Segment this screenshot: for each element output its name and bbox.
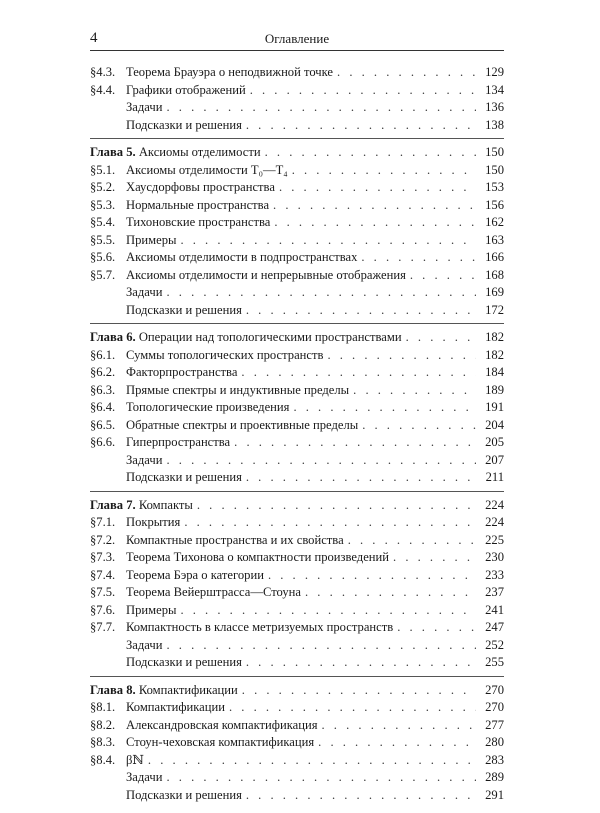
- chapter-label: Глава 8.: [90, 682, 136, 697]
- leader-dots: [148, 752, 476, 770]
- toc-entry[interactable]: [90, 602, 504, 620]
- entry-number: §7.2.: [90, 532, 116, 547]
- entry-page: 252: [485, 637, 504, 652]
- entry-page: 280: [485, 735, 504, 749]
- leader-dots: [166, 637, 476, 655]
- entry-page: 153: [485, 180, 504, 194]
- toc-section-chapter-4-tail: [90, 64, 504, 139]
- leader-dots: [337, 64, 476, 82]
- entry-title: Подсказки и решения: [126, 787, 242, 802]
- entry-title: Аксиомы отделимости и непрерывные отображения: [126, 267, 406, 282]
- entry-page: 169: [485, 285, 504, 299]
- toc-section-chapter-7: [90, 497, 504, 677]
- entry-number: §7.3.: [90, 550, 116, 564]
- leader-dots: [242, 682, 476, 700]
- entry-number: §5.7.: [90, 267, 116, 282]
- leader-dots: [265, 144, 476, 162]
- entry-page: 237: [485, 585, 504, 599]
- entry-title: Обратные спектры и проективные пределы: [126, 417, 359, 432]
- toc-entry[interactable]: [90, 469, 504, 487]
- toc-entry[interactable]: [90, 399, 504, 417]
- entry-number: §6.5.: [90, 417, 116, 432]
- leader-dots: [322, 717, 477, 735]
- toc-entry[interactable]: [90, 567, 504, 585]
- entry-number: §5.6.: [90, 250, 116, 264]
- leader-dots: [250, 82, 476, 100]
- entry-title: Теорема Тихонова о компактности произведений: [126, 550, 390, 564]
- entry-page: 255: [485, 655, 504, 669]
- page-number: 4: [90, 30, 98, 46]
- leader-dots: [362, 417, 476, 435]
- toc-entry[interactable]: [90, 619, 504, 637]
- toc-entry[interactable]: [90, 637, 504, 655]
- chapter-title: Компактификации: [138, 682, 238, 697]
- toc-entry[interactable]: [90, 532, 504, 550]
- entry-page: 182: [485, 347, 504, 362]
- entry-page: 283: [485, 752, 504, 767]
- entry-title: Теорема Бэра о категории: [126, 567, 264, 582]
- entry-number: §7.7.: [90, 620, 116, 634]
- entry-page: 156: [485, 197, 504, 212]
- entry-title: Теорема Брауэра о неподвижной точке: [126, 65, 334, 79]
- toc-entry[interactable]: [90, 284, 504, 302]
- entry-title: βℕ: [126, 752, 144, 767]
- toc-entry[interactable]: [90, 699, 504, 717]
- entry-page: 224: [485, 515, 504, 529]
- chapter-title: Операции над топологическими пространствами: [138, 330, 402, 344]
- leader-dots: [353, 382, 476, 400]
- toc-section-chapter-8: [90, 682, 504, 809]
- leader-dots: [246, 117, 476, 135]
- leader-dots: [318, 734, 476, 752]
- running-title: Оглавление: [264, 31, 330, 46]
- entry-number: §6.4.: [90, 400, 116, 414]
- toc-entry[interactable]: [90, 64, 504, 82]
- chapter-label: Глава 7.: [90, 497, 136, 512]
- toc-entry[interactable]: [90, 82, 504, 100]
- entry-page: 207: [485, 452, 504, 467]
- entry-title: Задачи: [126, 770, 163, 784]
- entry-title: Прямые спектры и индуктивные пределы: [126, 382, 350, 397]
- entry-number: §6.6.: [90, 435, 116, 449]
- toc-entry[interactable]: [90, 584, 504, 602]
- leader-dots: [184, 514, 476, 532]
- entry-title: Александровская компактификация: [126, 717, 318, 732]
- entry-page: 211: [485, 470, 504, 484]
- toc-entry[interactable]: [90, 717, 504, 735]
- chapter-label: Глава 5.: [90, 145, 136, 159]
- chapter-heading[interactable]: [90, 329, 504, 347]
- entry-number: §7.4.: [90, 567, 116, 582]
- entry-page: 168: [485, 267, 504, 282]
- leader-dots: [197, 497, 476, 515]
- leader-dots: [406, 329, 476, 347]
- entry-page: 136: [485, 100, 504, 114]
- chapter-page: 270: [485, 682, 504, 697]
- entry-title: Тихоновские пространства: [126, 215, 271, 229]
- entry-number: §6.2.: [90, 365, 116, 379]
- entry-title: Графики отображений: [126, 82, 246, 97]
- table-of-contents: [90, 64, 504, 813]
- entry-number: §5.4.: [90, 215, 116, 229]
- chapter-heading[interactable]: [90, 144, 504, 162]
- entry-number: §7.1.: [90, 515, 116, 529]
- entry-title: Задачи: [126, 637, 163, 652]
- chapter-title: Компакты: [138, 497, 193, 512]
- toc-entry[interactable]: [90, 734, 504, 752]
- entry-page: 277: [485, 717, 504, 732]
- toc-section-chapter-5: [90, 144, 504, 324]
- entry-title: Топологические произведения: [126, 400, 290, 414]
- entry-number: §4.3.: [90, 65, 116, 79]
- leader-dots: [180, 232, 476, 250]
- entry-number: §8.4.: [90, 752, 116, 767]
- entry-title: Примеры: [126, 232, 177, 247]
- entry-title: Компактность в классе метризуемых пространств: [126, 620, 394, 634]
- entry-title: Хаусдорфовы пространства: [126, 180, 275, 194]
- toc-entry[interactable]: [90, 302, 504, 320]
- toc-section-chapter-6: [90, 329, 504, 492]
- entry-page: 247: [485, 620, 504, 634]
- chapter-page: 150: [485, 145, 504, 159]
- entry-page: 166: [485, 250, 504, 264]
- entry-number: §8.2.: [90, 717, 116, 732]
- toc-entry[interactable]: [90, 434, 504, 452]
- entry-page: 241: [485, 602, 504, 617]
- entry-title: Факторпространства: [126, 365, 238, 379]
- toc-entry[interactable]: [90, 197, 504, 215]
- leader-dots: [327, 347, 476, 365]
- chapter-heading[interactable]: [90, 682, 504, 700]
- leader-dots: [393, 549, 476, 567]
- toc-entry[interactable]: [90, 347, 504, 365]
- entry-number: §8.1.: [90, 700, 116, 714]
- entry-number: §4.4.: [90, 82, 116, 97]
- entry-number: §5.2.: [90, 180, 116, 194]
- leader-dots: [293, 399, 476, 417]
- entry-title: Компактификации: [126, 700, 225, 714]
- entry-page: 225: [485, 532, 504, 547]
- entry-title: Суммы топологических пространств: [126, 347, 324, 362]
- toc-entry[interactable]: [90, 117, 504, 135]
- chapter-label: Глава 6.: [90, 330, 136, 344]
- leader-dots: [229, 699, 476, 717]
- entry-page: 204: [485, 417, 504, 432]
- entry-title: Примеры: [126, 602, 177, 617]
- entry-number: §5.5.: [90, 232, 116, 247]
- entry-title: Теорема Вейерштрасса—Стоуна: [126, 585, 301, 599]
- entry-page: 163: [485, 232, 504, 247]
- leader-dots: [234, 434, 476, 452]
- entry-page: 184: [485, 365, 504, 379]
- toc-entry[interactable]: [90, 549, 504, 567]
- entry-page: 230: [485, 550, 504, 564]
- entry-number: §6.1.: [90, 347, 116, 362]
- page-header: [90, 30, 504, 51]
- entry-title: Подсказки и решения: [126, 302, 242, 317]
- toc-entry[interactable]: [90, 179, 504, 197]
- entry-number: §7.5.: [90, 585, 116, 599]
- entry-page: 289: [485, 770, 504, 784]
- chapter-page: 224: [485, 497, 504, 512]
- toc-entry[interactable]: [90, 417, 504, 435]
- toc-entry[interactable]: [90, 514, 504, 532]
- entry-title: Подсказки и решения: [126, 655, 242, 669]
- entry-page: 129: [485, 65, 504, 79]
- leader-dots: [361, 249, 476, 267]
- leader-dots: [246, 302, 476, 320]
- leader-dots: [246, 469, 476, 487]
- entry-page: 138: [485, 117, 504, 132]
- toc-entry[interactable]: [90, 249, 504, 267]
- chapter-title: Аксиомы отделимости: [138, 145, 261, 159]
- entry-title: Аксиомы отделимости в подпространствах: [126, 250, 358, 264]
- entry-title: Гиперпространства: [126, 435, 231, 449]
- toc-entry[interactable]: [90, 364, 504, 382]
- entry-title: Задачи: [126, 452, 163, 467]
- leader-dots: [305, 584, 476, 602]
- toc-entry[interactable]: [90, 267, 504, 285]
- entry-title: Аксиомы отделимости T₀—T₄: [126, 162, 288, 177]
- entry-page: 134: [485, 82, 504, 97]
- toc-entry[interactable]: [90, 769, 504, 787]
- toc-entry[interactable]: [90, 452, 504, 470]
- leader-dots: [348, 532, 476, 550]
- entry-title: Компактные пространства и их свойства: [126, 532, 344, 547]
- leader-dots: [166, 452, 476, 470]
- leader-dots: [180, 602, 476, 620]
- leader-dots: [268, 567, 476, 585]
- entry-page: 162: [485, 215, 504, 229]
- entry-number: §8.3.: [90, 735, 116, 749]
- entry-number: §6.3.: [90, 382, 116, 397]
- entry-page: 191: [485, 400, 504, 414]
- leader-dots: [292, 162, 476, 180]
- toc-entry[interactable]: [90, 162, 504, 180]
- leader-dots: [241, 364, 476, 382]
- chapter-heading[interactable]: [90, 497, 504, 515]
- entry-title: Подсказки и решения: [126, 470, 242, 484]
- entry-page: 172: [485, 302, 504, 317]
- entry-title: Задачи: [126, 285, 163, 299]
- leader-dots: [279, 179, 476, 197]
- entry-number: §5.1.: [90, 162, 116, 177]
- toc-entry[interactable]: [90, 787, 504, 805]
- entry-title: Стоун-чеховская компактификация: [126, 735, 315, 749]
- leader-dots: [246, 787, 476, 805]
- entry-page: 270: [485, 700, 504, 714]
- toc-entry[interactable]: [90, 382, 504, 400]
- entry-page: 233: [485, 567, 504, 582]
- entry-title: Нормальные пространства: [126, 197, 270, 212]
- toc-entry[interactable]: [90, 752, 504, 770]
- entry-number: §7.6.: [90, 602, 116, 617]
- entry-title: Подсказки и решения: [126, 117, 242, 132]
- leader-dots: [273, 197, 476, 215]
- toc-entry[interactable]: [90, 232, 504, 250]
- entry-page: 291: [485, 787, 504, 802]
- entry-title: Задачи: [126, 100, 163, 114]
- entry-page: 189: [485, 382, 504, 397]
- leader-dots: [166, 284, 476, 302]
- leader-dots: [246, 654, 476, 672]
- entry-title: Покрытия: [126, 515, 181, 529]
- entry-page: 205: [485, 435, 504, 449]
- toc-entry[interactable]: [90, 99, 504, 117]
- leader-dots: [274, 214, 476, 232]
- toc-entry[interactable]: [90, 214, 504, 232]
- leader-dots: [166, 769, 476, 787]
- toc-entry[interactable]: [90, 654, 504, 672]
- leader-dots: [410, 267, 476, 285]
- leader-dots: [397, 619, 476, 637]
- entry-page: 150: [485, 162, 504, 177]
- entry-number: §5.3.: [90, 197, 116, 212]
- chapter-page: 182: [485, 330, 504, 344]
- leader-dots: [166, 99, 476, 117]
